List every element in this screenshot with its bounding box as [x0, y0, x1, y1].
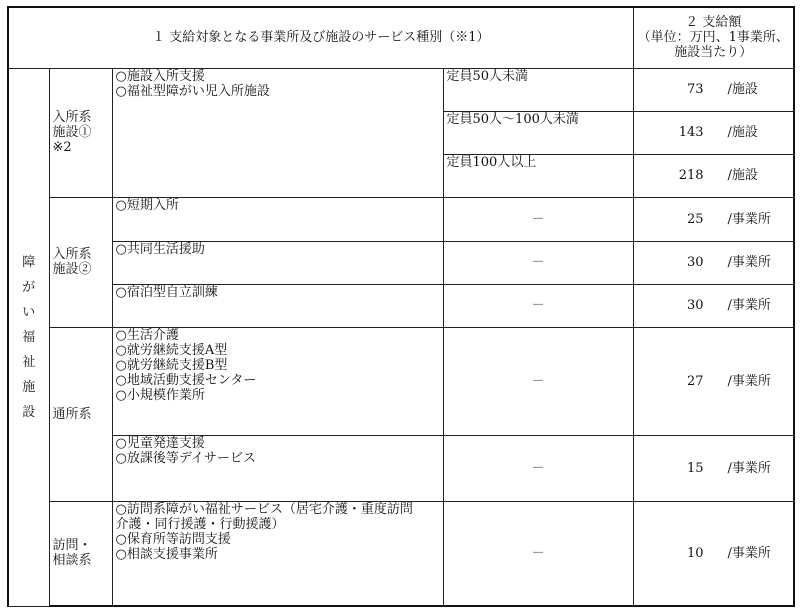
table-header-row [8, 7, 794, 68]
service-item: ○施設入所支援 [115, 68, 205, 84]
amount-unit: /施設 [727, 125, 758, 140]
category-char: い [22, 304, 36, 320]
group-label: 施設① [52, 125, 92, 140]
capacity-cell: － [443, 435, 633, 501]
header-service-type: １ 支給対象となる事業所及び施設のサービス種別（※1） [8, 7, 633, 68]
service-item: ○就労継続支援B型 [115, 357, 228, 373]
capacity-cell: 定員50人〜100人未満 [443, 111, 633, 154]
amount-cell [633, 68, 794, 111]
amount-unit: /施設 [727, 82, 758, 97]
amount-unit: /事業所 [727, 460, 771, 476]
amount-value: 30 [686, 255, 704, 270]
service-item: ○小規模作業所 [115, 387, 205, 403]
subsidy-table-sheet [7, 6, 793, 607]
table-row [8, 435, 794, 501]
amount-unit: /事業所 [727, 255, 771, 270]
capacity-cell: 定員50人未満 [443, 68, 633, 111]
amount-cell [633, 435, 794, 501]
header-amount-unit: （単位：万円、1事業所、 [637, 30, 789, 46]
capacity-cell: － [443, 197, 633, 241]
service-item: ○相談支援事業所 [115, 546, 218, 562]
capacity-cell: － [443, 501, 633, 606]
amount-value: 25 [686, 211, 704, 227]
amount-cell [633, 154, 794, 197]
category-cell [8, 68, 49, 606]
service-item: ○福祉型障がい児入所施設 [115, 83, 270, 99]
amount-unit: /事業所 [727, 545, 771, 561]
amount-cell [633, 197, 794, 241]
capacity-cell: 定員100人以上 [443, 154, 633, 197]
service-item: ○生活介護 [115, 327, 179, 343]
service-list [112, 68, 443, 197]
amount-unit: /事業所 [727, 211, 771, 227]
amount-value: 15 [686, 460, 704, 476]
table-row [8, 241, 794, 284]
header-amount [633, 7, 794, 68]
header-amount-unit-2: 施設当たり） [674, 45, 753, 61]
service-cell: ○宿泊型自立訓練 [112, 284, 443, 327]
amount-value: 10 [686, 545, 704, 561]
group-label: 訪問・ [52, 538, 92, 554]
amount-value: 218 [678, 168, 704, 183]
group-homon [49, 501, 112, 606]
service-list [112, 435, 443, 501]
group-label: 相談系 [52, 553, 92, 569]
category-char: 福 [22, 329, 36, 345]
table-row [8, 501, 794, 606]
amount-value: 27 [686, 373, 704, 389]
capacity-cell: － [443, 284, 633, 327]
table-row [8, 197, 794, 241]
service-list [112, 501, 443, 606]
group-label: 入所系 [52, 110, 92, 125]
capacity-cell: － [443, 241, 633, 284]
group-tsusho: 通所系 [49, 327, 112, 501]
amount-cell [633, 111, 794, 154]
category-char: 設 [22, 404, 36, 420]
service-cell: ○短期入所 [112, 197, 443, 241]
service-item: ○放課後等デイサービス [115, 450, 256, 466]
amount-value: 30 [686, 298, 704, 313]
group-label: 入所系 [52, 247, 92, 262]
amount-unit: /施設 [727, 168, 758, 183]
service-list [112, 327, 443, 435]
capacity-cell: － [443, 327, 633, 435]
group-nyusho2 [49, 197, 112, 327]
group-nyusho1 [49, 68, 112, 197]
amount-value: 73 [686, 82, 704, 97]
amount-cell [633, 241, 794, 284]
table-row [8, 68, 794, 111]
subsidy-table [7, 6, 795, 607]
service-item: ○就労継続支援A型 [115, 342, 228, 358]
category-char: 障 [22, 254, 36, 270]
category-char: が [22, 279, 36, 295]
group-note: ※2 [52, 140, 72, 155]
amount-value: 143 [678, 125, 704, 140]
amount-unit: /事業所 [727, 298, 771, 313]
table-row [8, 327, 794, 435]
service-item: 介護・同行援護・行動援護） [115, 516, 285, 532]
amount-cell [633, 284, 794, 327]
service-item: ○地域活動支援センター [115, 372, 257, 388]
service-item: ○保育所等訪問支援 [115, 531, 231, 547]
category-char: 施 [22, 379, 36, 395]
service-item: ○児童発達支援 [115, 435, 205, 451]
table-row [8, 284, 794, 327]
category-char: 祉 [22, 354, 36, 370]
group-label: 施設② [52, 262, 92, 277]
service-cell: ○共同生活援助 [112, 241, 443, 284]
amount-cell [633, 327, 794, 435]
header-amount-title: ２ 支給額 [685, 15, 742, 31]
amount-unit: /事業所 [727, 373, 771, 389]
service-item: ○訪問系障がい福祉サービス（居宅介護・重度訪問 [115, 501, 413, 517]
amount-cell [633, 501, 794, 606]
